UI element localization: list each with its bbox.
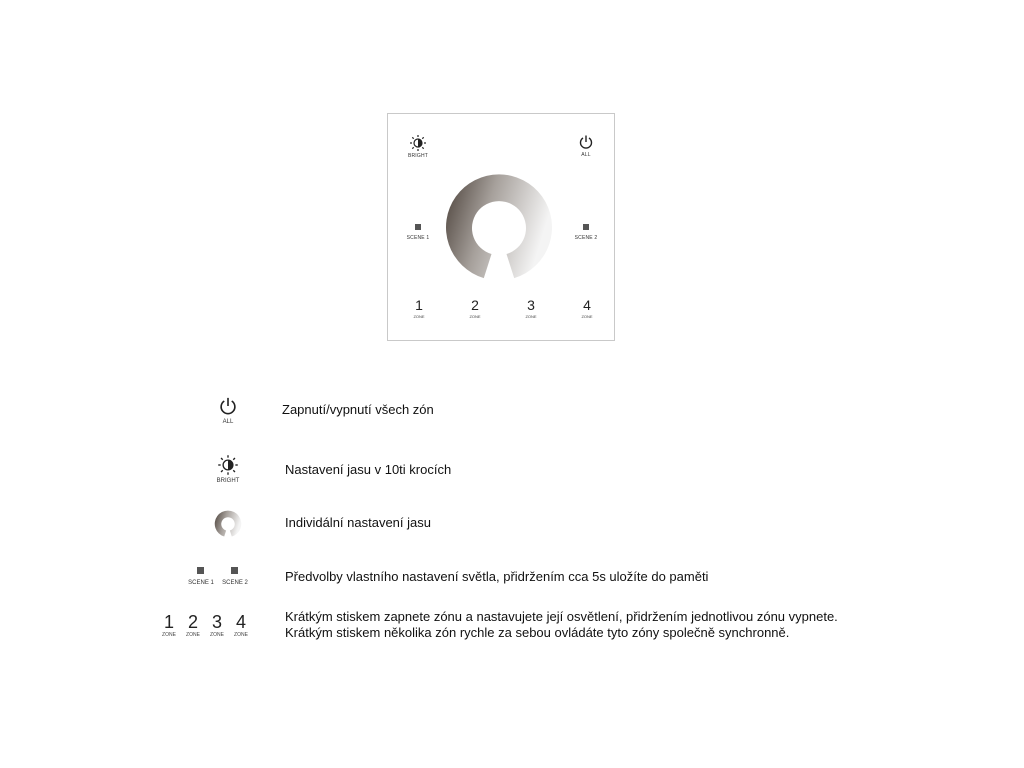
scene1-label: SCENE 1 xyxy=(406,235,430,241)
scene2-label: SCENE 2 xyxy=(574,235,598,241)
zone-label: ZONE xyxy=(469,314,481,319)
zone-number: 3 xyxy=(527,297,535,313)
square-icon xyxy=(415,224,421,230)
legend-power-icon-group xyxy=(214,396,242,430)
zone-number: 4 xyxy=(583,297,591,313)
zone-number: 3 xyxy=(211,612,222,632)
zone-label: ZONE xyxy=(525,314,537,319)
zone-label: ZONE xyxy=(413,314,425,319)
zone-label: ZONE xyxy=(210,632,224,638)
legend-zones-icon-group xyxy=(158,612,254,642)
scene1-button[interactable] xyxy=(402,224,434,244)
dimmer-wheel-icon xyxy=(214,510,242,538)
legend-bright-text: Nastavení jasu v 10ti krocích xyxy=(285,462,452,477)
zone-number: 4 xyxy=(235,612,246,632)
zone-number: 2 xyxy=(187,612,198,632)
all-label: ALL xyxy=(222,419,234,425)
zone-button-1[interactable] xyxy=(409,297,429,321)
bright-button[interactable] xyxy=(406,134,430,164)
brightness-icon xyxy=(409,134,427,152)
bright-label: BRIGHT xyxy=(407,153,429,159)
legend-zones-text-line2: Krátkým stiskem několika zón rychle za sebou ovládáte tyto zóny společně synchronně. xyxy=(285,625,790,640)
legend-scenes-icon-group xyxy=(184,567,250,591)
zone-button-4[interactable] xyxy=(577,297,597,321)
legend-bright-icon-group xyxy=(210,454,246,486)
zone-label: ZONE xyxy=(162,632,176,638)
square-icon xyxy=(197,567,204,574)
zone-number: 1 xyxy=(163,612,174,632)
power-icon xyxy=(218,396,238,416)
zone-number: 1 xyxy=(415,297,423,313)
power-button[interactable] xyxy=(576,134,596,164)
legend-scenes-text: Předvolby vlastního nastavení světla, přidržením cca 5s uložíte do paměti xyxy=(285,569,709,584)
brightness-icon xyxy=(217,454,239,476)
bright-label: BRIGHT xyxy=(216,478,240,484)
zone-number: 2 xyxy=(471,297,479,313)
square-icon xyxy=(231,567,238,574)
scene2-button[interactable] xyxy=(570,224,602,244)
scene1-label: SCENE 1 xyxy=(188,580,214,586)
dimmer-wheel-icon[interactable] xyxy=(443,172,555,284)
power-icon xyxy=(578,134,594,150)
zone-label: ZONE xyxy=(186,632,200,638)
zone-button-3[interactable] xyxy=(521,297,541,321)
scene2-label: SCENE 2 xyxy=(222,580,248,586)
dimmer-panel xyxy=(387,113,615,341)
all-label: ALL xyxy=(581,152,591,158)
square-icon xyxy=(583,224,589,230)
legend-power-text: Zapnutí/vypnutí všech zón xyxy=(282,402,434,417)
zone-label: ZONE xyxy=(234,632,248,638)
legend-zones-text-line1: Krátkým stiskem zapnete zónu a nastavujete její osvětlení, přidržením jednotlivou zónu vypnete. xyxy=(285,609,838,624)
zone-button-2[interactable] xyxy=(465,297,485,321)
legend-wheel-text: Individální nastavení jasu xyxy=(285,515,431,530)
zone-label: ZONE xyxy=(581,314,593,319)
